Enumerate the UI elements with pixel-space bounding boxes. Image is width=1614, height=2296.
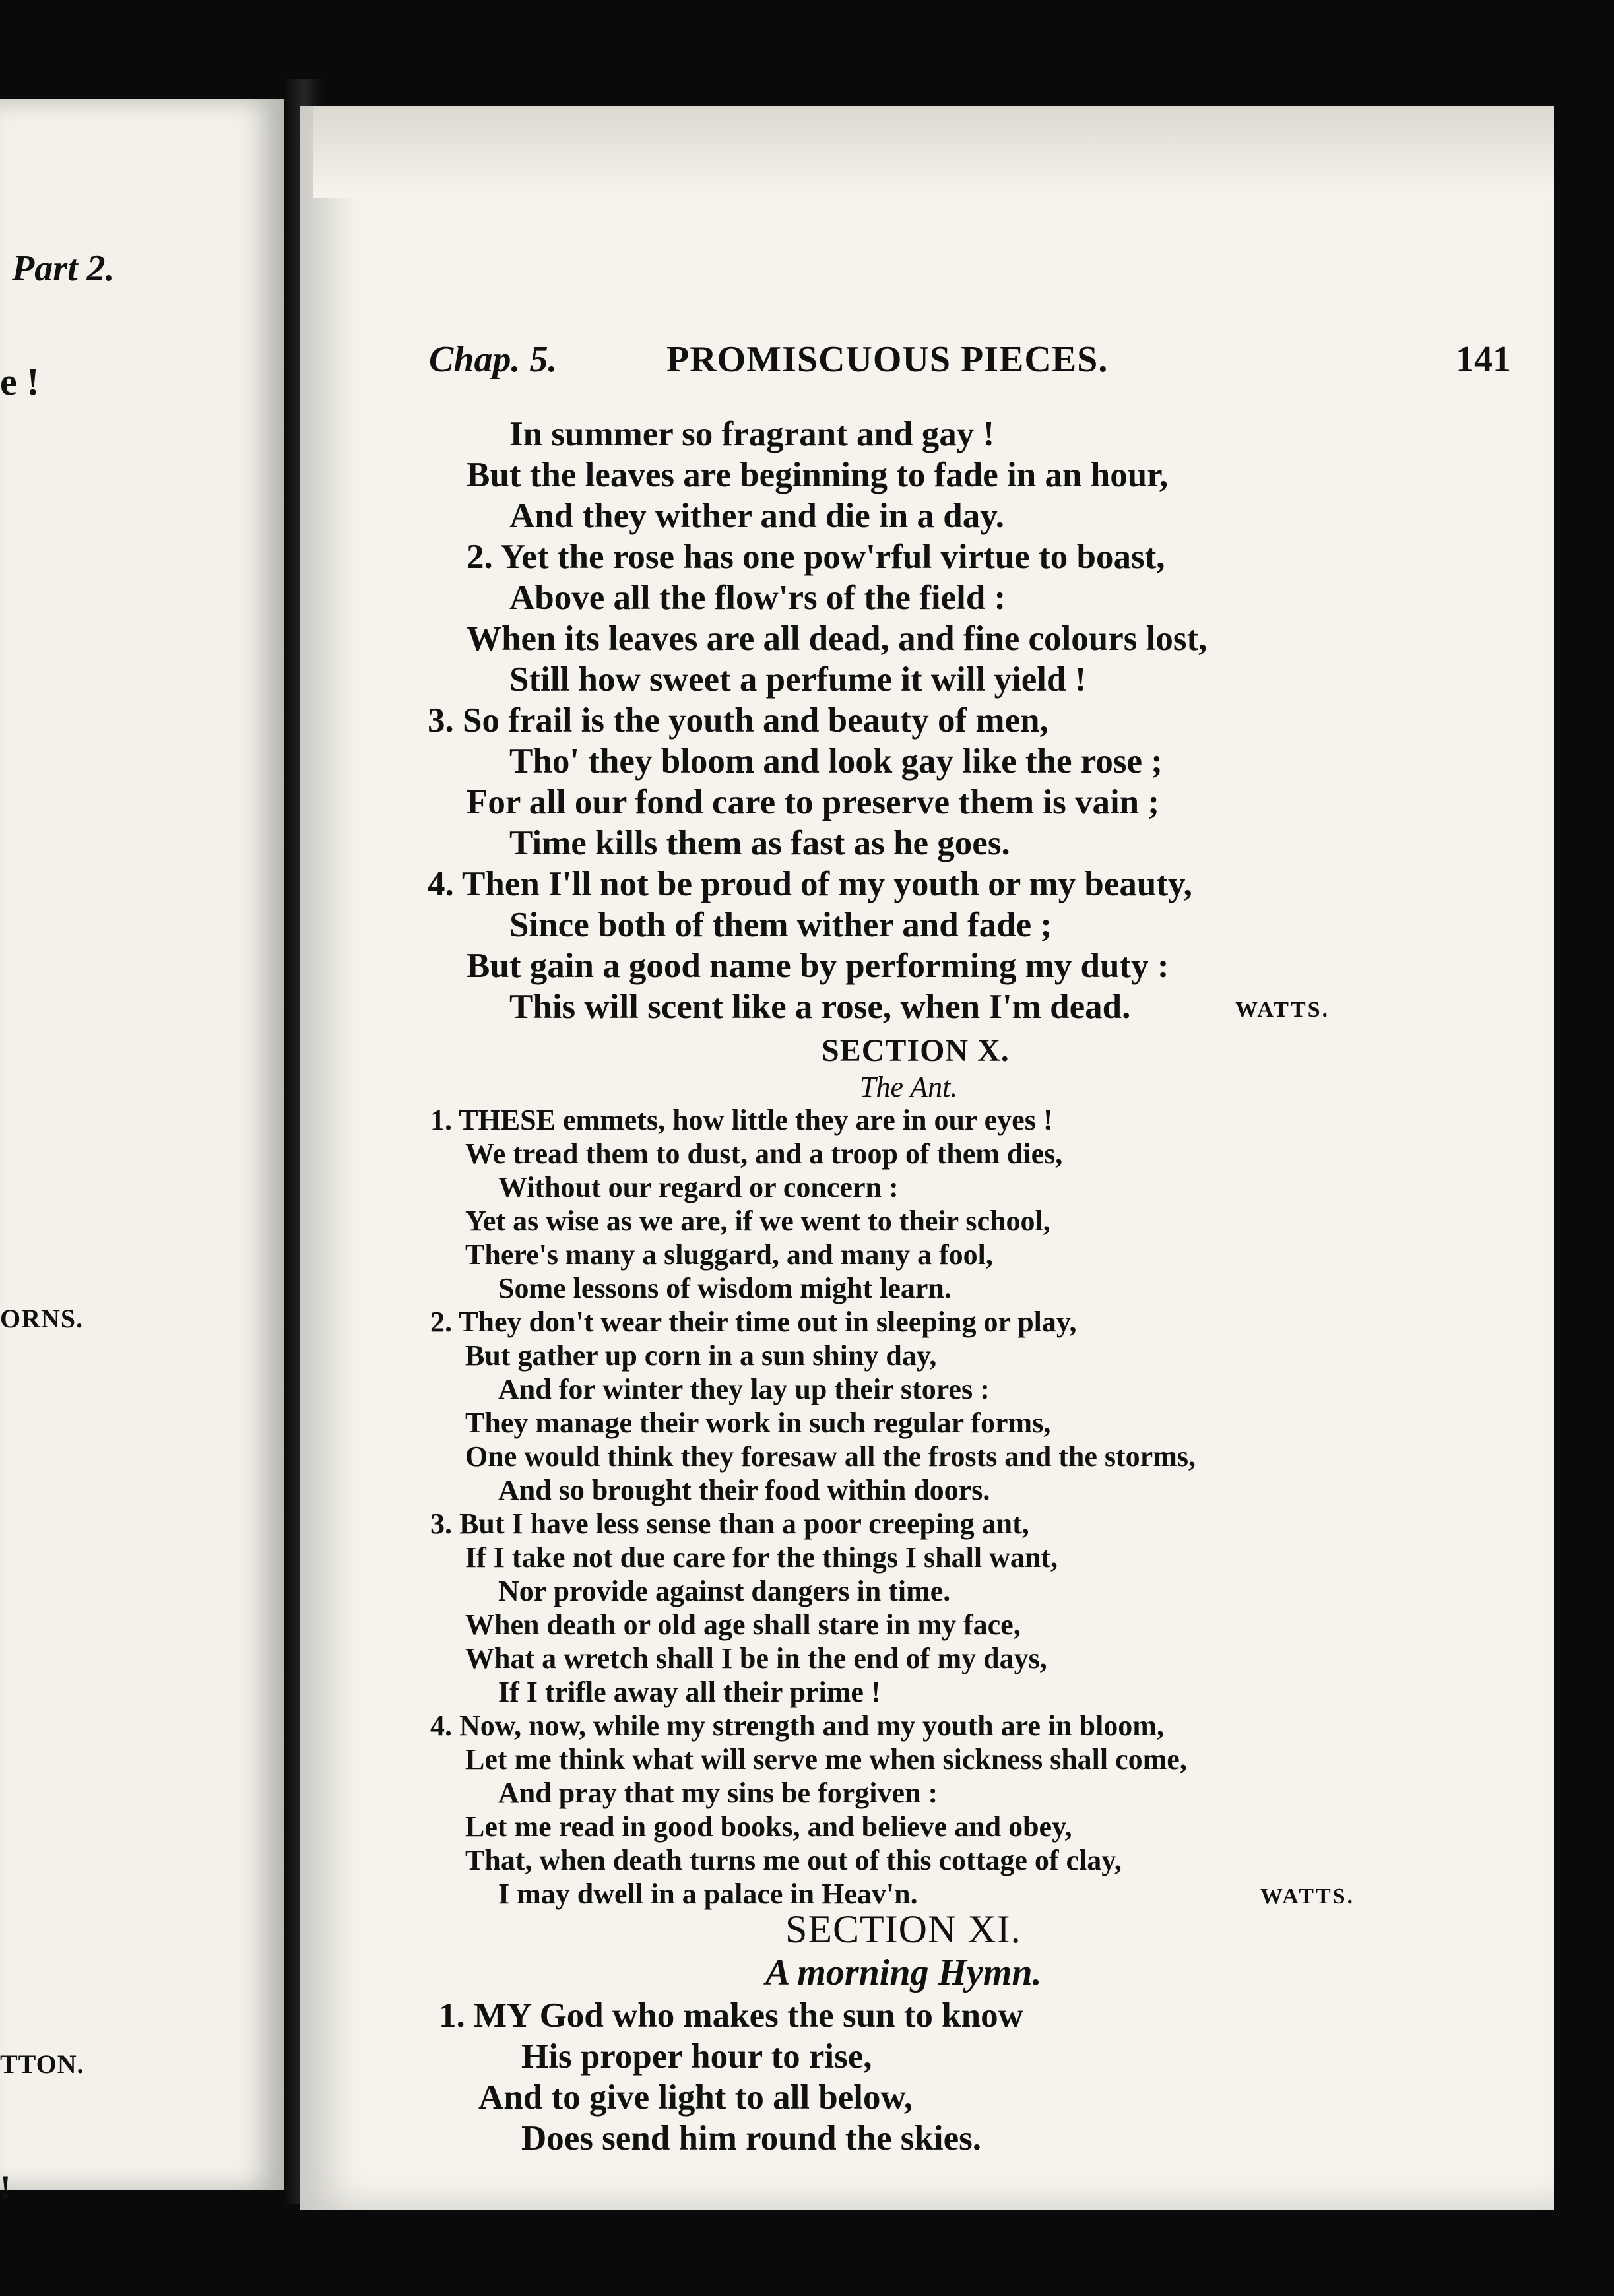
poem-line: Without our regard or concern : (498, 1171, 899, 1203)
poem-line: Time kills them as fast as he goes. (509, 824, 1010, 862)
poem-line: Still how sweet a perfume it will yield ! (509, 660, 1087, 699)
author-attribution: WATTS. (1260, 1884, 1355, 1909)
poem-line: When death or old age shall stare in my face, (465, 1609, 1021, 1641)
poem-line: I may dwell in a palace in Heav'n. (498, 1878, 918, 1910)
poem-line: For all our fond care to preserve them is vain ; (467, 783, 1160, 821)
poem-line: They manage their work in such regular forms, (465, 1407, 1051, 1439)
poem-line: His proper hour to rise, (521, 2037, 872, 2076)
poem-line: What a wretch shall I be in the end of my days, (465, 1642, 1047, 1674)
poem-line: 4. Now, now, while my strength and my youth are in bloom, (430, 1709, 1164, 1742)
page-number: 141 (1456, 339, 1511, 380)
poem-line: 2. They don't wear their time out in sleeping or play, (430, 1306, 1077, 1338)
section-heading: SECTION XI. (785, 1907, 1021, 1951)
left-page-fragment-text: e ! (0, 360, 40, 403)
poem-line: 1. THESE emmets, how little they are in our eyes ! (430, 1104, 1053, 1136)
poem-line: And they wither and die in a day. (509, 497, 1005, 535)
poem-line: When its leaves are all dead, and fine colours lost, (467, 620, 1208, 658)
left-page-part-label: Part 2. (12, 248, 115, 289)
poem-line: Nor provide against dangers in time. (498, 1575, 951, 1607)
section-subtitle: The Ant. (860, 1071, 958, 1103)
page-title: PROMISCUOUS PIECES. (666, 339, 1109, 380)
poem-line: 2. Yet the rose has one pow'rful virtue to boast, (467, 538, 1165, 576)
poem-line: One would think they foresaw all the frosts and the storms, (465, 1440, 1196, 1473)
poem-line: 3. So frail is the youth and beauty of men, (428, 701, 1049, 740)
poem-line: And to give light to all below, (478, 2078, 913, 2117)
poem-line: Let me read in good books, and believe and obey, (465, 1810, 1072, 1843)
poem-line: Tho' they bloom and look gay like the rose ; (509, 742, 1163, 781)
left-page-fragment (0, 99, 284, 2205)
chapter-label: Chap. 5. (429, 339, 558, 380)
left-page-fragment-text: ! (0, 2168, 11, 2205)
page-top-edge (313, 106, 1554, 198)
poem-line: Does send him round the skies. (521, 2119, 981, 2157)
poem-line: Let me think what will serve me when sickness shall come, (465, 1743, 1187, 1775)
poem-line: We tread them to dust, and a troop of them dies, (465, 1137, 1063, 1170)
poem-line: Some lessons of wisdom might learn. (498, 1272, 952, 1304)
section-heading: SECTION X. (822, 1033, 1010, 1068)
section-subtitle: A morning Hymn. (765, 1952, 1042, 1993)
poem-line: If I trifle away all their prime ! (498, 1676, 881, 1708)
poem-line: And pray that my sins be forgiven : (498, 1777, 938, 1809)
poem-line: 4. Then I'll not be proud of my youth or my beauty, (428, 865, 1192, 903)
poem-line: But the leaves are beginning to fade in an hour, (467, 456, 1169, 494)
poem-line: But gain a good name by performing my duty : (467, 947, 1169, 985)
poem-line: 1. MY God who makes the sun to know (439, 1996, 1023, 2035)
poem-line: Since both of them wither and fade ; (509, 906, 1052, 944)
left-page-author-fragment: TTON. (0, 2049, 84, 2079)
author-attribution: WATTS. (1235, 998, 1330, 1022)
poem-line: But gather up corn in a sun shiny day, (465, 1339, 937, 1372)
poem-line: Above all the flow'rs of the field : (509, 579, 1006, 617)
poem-line: There's many a sluggard, and many a fool, (465, 1238, 993, 1271)
poem-line: That, when death turns me out of this cottage of clay, (465, 1844, 1122, 1876)
poem-line: 3. But I have less sense than a poor creeping ant, (430, 1508, 1029, 1540)
poem-line: Yet as wise as we are, if we went to their school, (465, 1205, 1050, 1237)
poem-line: And so brought their food within doors. (498, 1474, 990, 1506)
poem-line: And for winter they lay up their stores : (498, 1373, 990, 1405)
left-page-author-fragment: ORNS. (0, 1304, 84, 1333)
poem-line: In summer so fragrant and gay ! (509, 415, 995, 453)
running-head (429, 338, 1511, 391)
poem-line: If I take not due care for the things I shall want, (465, 1541, 1058, 1574)
poem-line: This will scent like a rose, when I'm dead. (509, 988, 1131, 1026)
